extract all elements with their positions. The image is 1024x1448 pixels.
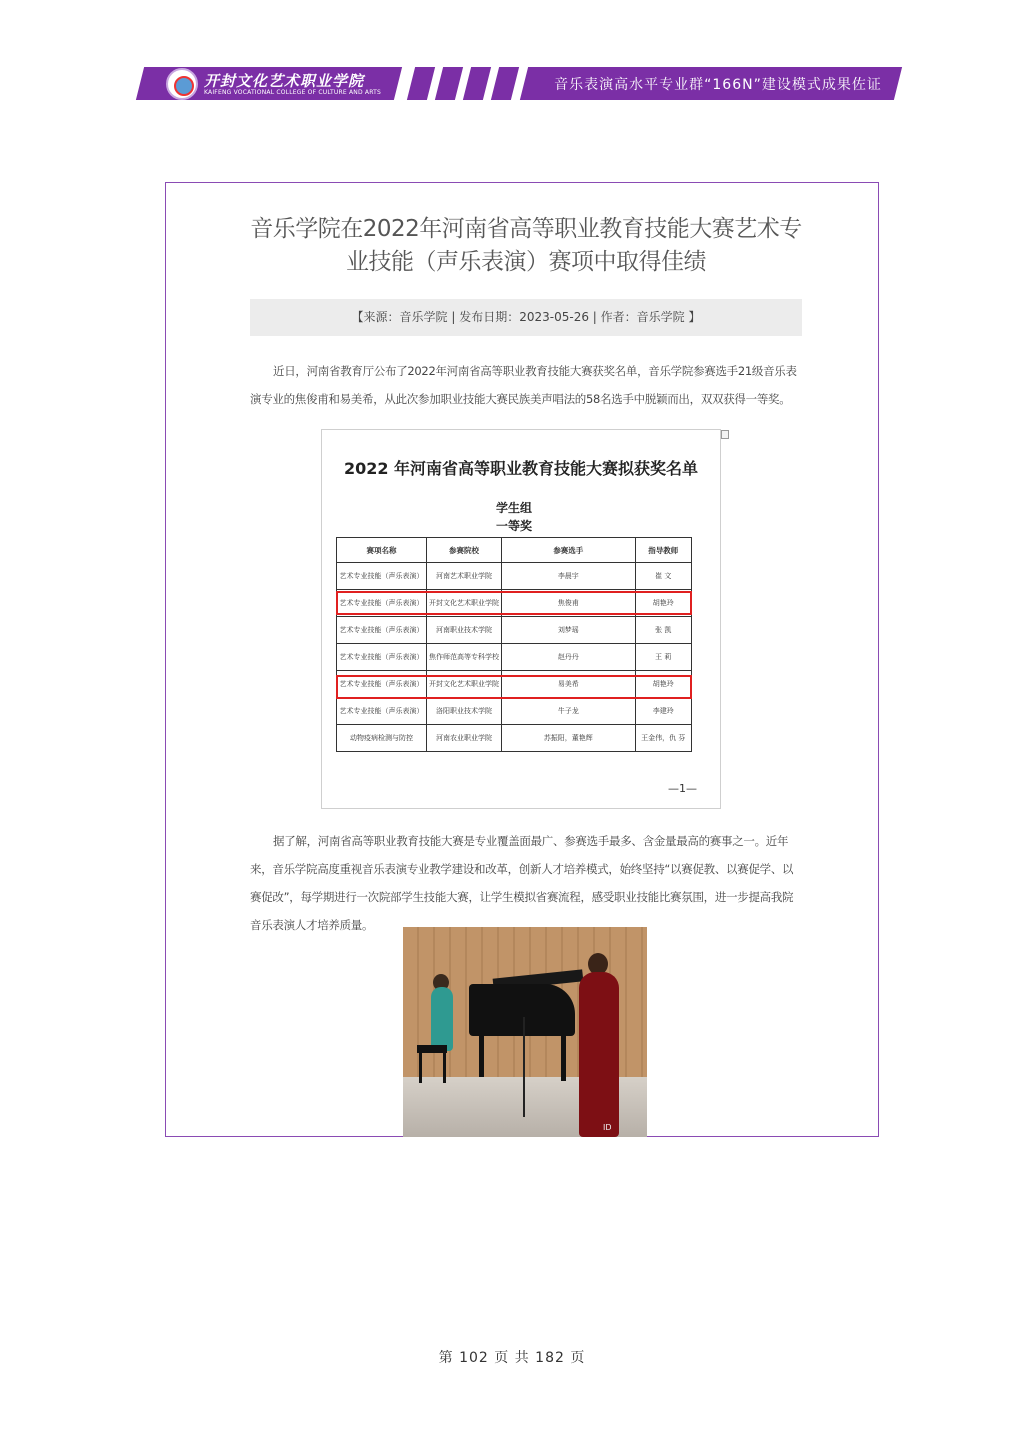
table-cell: 艺术专业技能（声乐表演） <box>337 563 427 590</box>
header-stripe <box>463 67 491 100</box>
table-cell: 艺术专业技能（声乐表演） <box>337 644 427 671</box>
table-row <box>337 617 692 644</box>
column-header: 指导教师 <box>635 538 691 563</box>
table-cell: 李晨宇 <box>502 563 635 590</box>
pianist <box>431 987 453 1051</box>
bench-leg <box>419 1053 422 1083</box>
table-cell: 张 凯 <box>635 617 691 644</box>
grand-piano <box>469 984 575 1036</box>
header-title: 音乐表演高水平专业群“166N”建设模式成果佐证 <box>554 77 882 93</box>
table-cell: 刘梦瑶 <box>502 617 635 644</box>
table-row <box>337 698 692 725</box>
piano-leg <box>479 1035 484 1077</box>
college-name-en: KAIFENG VOCATIONAL COLLEGE OF CULTURE AND ARTS <box>204 89 382 96</box>
highlight-box <box>336 675 692 699</box>
table-cell: 艺术专业技能（声乐表演） <box>337 671 427 698</box>
piano-leg <box>561 1035 566 1081</box>
table-row <box>337 725 692 752</box>
singer <box>579 972 619 1137</box>
table-cell: 洛阳职业技术学院 <box>427 698 502 725</box>
table-cell: 开封文化艺术职业学院 <box>427 590 502 617</box>
column-header: 参赛选手 <box>502 538 635 563</box>
table-cell: 艺术专业技能（声乐表演） <box>337 698 427 725</box>
award-group-label: 学生组 <box>495 501 532 515</box>
table-cell: 赵丹丹 <box>502 644 635 671</box>
table-cell: 李建玲 <box>635 698 691 725</box>
table-cell: 胡艳玲 <box>635 671 691 698</box>
table-cell: 开封文化艺术职业学院 <box>427 671 502 698</box>
table-cell: 胡艳玲 <box>635 590 691 617</box>
table-cell: 动物疫病检测与防控 <box>337 725 427 752</box>
header-stripe <box>435 67 463 100</box>
college-logo-icon <box>166 68 198 100</box>
article-paragraph-2: 据了解，河南省高等职业教育技能大赛是专业覆盖面最广、参赛选手最多、含金量最高的赛事之一。近年来，音乐学院高度重视音乐表演专业教学建设和改革，创新人才培养模式，始终坚持“以赛促教、以赛促学、以赛促改”，每学期进行一次院部学生技能大赛，让学生模拟省赛流程，感受职业技能比赛氛围，进一步提高我院音乐表演人才培养质量。 <box>250 834 794 932</box>
table-cell: 王金伟，仇 芬 <box>635 725 691 752</box>
table-row <box>337 563 692 590</box>
article-meta: 【来源：音乐学院 | 发布日期：2023-05-26 | 作者：音乐学院 】 <box>250 299 802 336</box>
column-header: 赛项名称 <box>337 538 427 563</box>
bench-leg <box>443 1053 446 1083</box>
table-cell: 焦作师范高等专科学校 <box>427 644 502 671</box>
table-cell: 王 莉 <box>635 644 691 671</box>
performance-photo <box>403 927 647 1137</box>
table-cell: 艺术专业技能（声乐表演） <box>337 590 427 617</box>
piano-bench <box>417 1045 447 1053</box>
table-cell: 河南农业职业学院 <box>427 725 502 752</box>
award-page-number: —1— <box>668 782 697 795</box>
article-title: 音乐学院在2022年河南省高等职业教育技能大赛艺术专业技能（声乐表演）赛项中取得佳绩 <box>250 216 802 275</box>
page-footer: 第 102 页 共 182 页 <box>438 1350 586 1366</box>
award-list-image <box>321 429 721 809</box>
header-stripe <box>407 67 435 100</box>
photo-watermark: ID <box>603 1123 612 1132</box>
table-cell: 河南职业技术学院 <box>427 617 502 644</box>
table-cell: 河南艺术职业学院 <box>427 563 502 590</box>
table-cell: 焦俊甫 <box>502 590 635 617</box>
table-row <box>337 644 692 671</box>
award-prize-label: 一等奖 <box>495 519 532 533</box>
highlight-box <box>336 591 692 615</box>
table-cell: 牛子龙 <box>502 698 635 725</box>
column-header: 参赛院校 <box>427 538 502 563</box>
broken-image-icon <box>721 430 729 439</box>
college-name-cn: 开封文化艺术职业学院 <box>204 72 365 90</box>
table-cell: 苏振阳，董艳辉 <box>502 725 635 752</box>
header-stripe <box>491 67 519 100</box>
table-cell: 易美希 <box>502 671 635 698</box>
table-cell: 艺术专业技能（声乐表演） <box>337 617 427 644</box>
table-header-row <box>337 538 692 563</box>
award-table <box>336 537 692 752</box>
music-stand <box>523 1017 525 1117</box>
award-list-title: 2022 年河南省高等职业教育技能大赛拟获奖名单 <box>343 459 699 478</box>
table-cell: 崔 文 <box>635 563 691 590</box>
article-paragraph-1: 近日，河南省教育厅公布了2022年河南省高等职业教育技能大赛获奖名单，音乐学院参赛选手21级音乐表演专业的焦俊甫和易美希，从此次参加职业技能大赛民族美声唱法的58名选手中脱颖而出，双双获得一等奖。 <box>250 364 797 406</box>
